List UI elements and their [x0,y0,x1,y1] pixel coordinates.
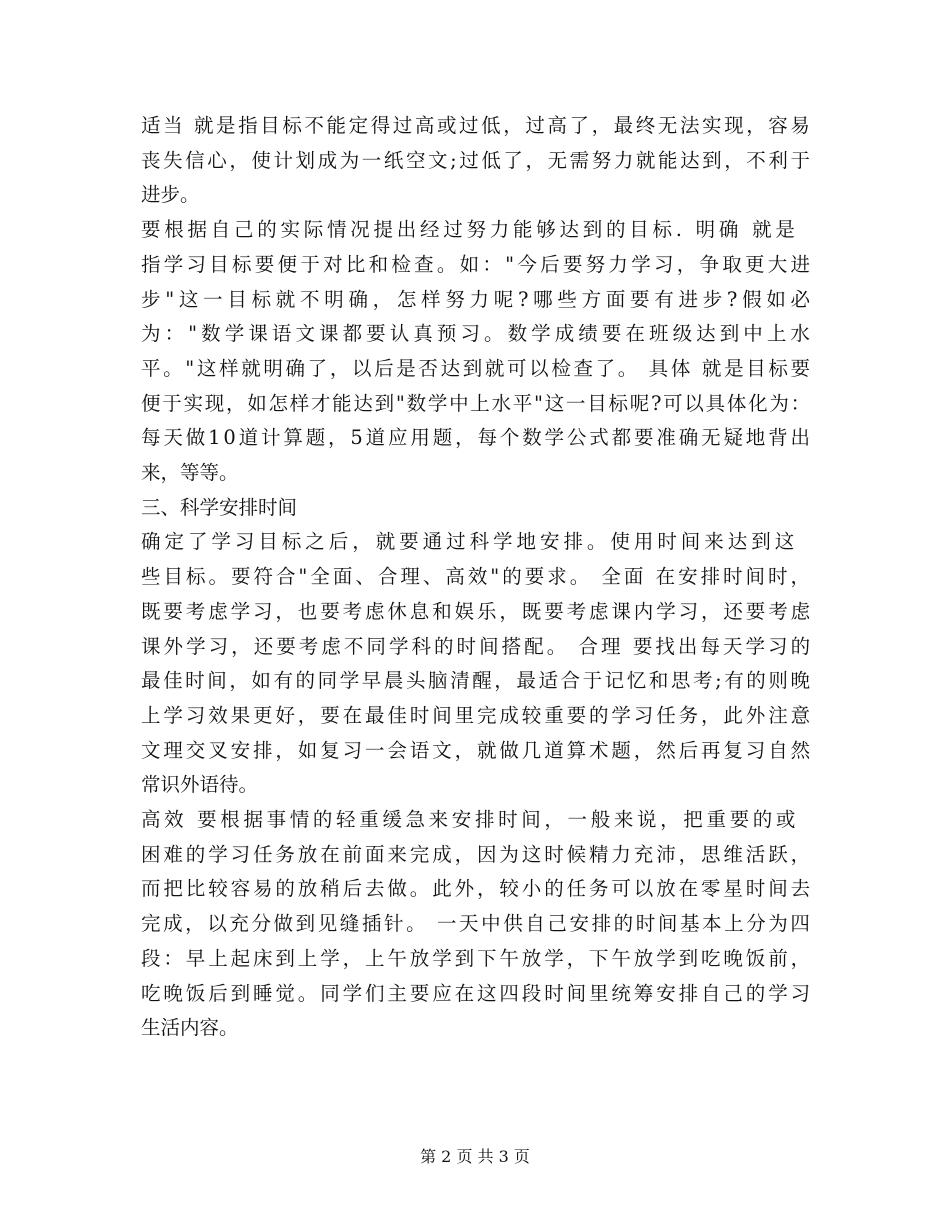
text-line: 每天做10道计算题，5道应用题，每个数学公式都要准确无疑地背出 [141,426,813,450]
text-line: 为："数学课语文课都要认真预习。数学成绩要在班级达到中上水 [141,322,814,346]
text-line: 既要考虑学习，也要考虑休息和娱乐，既要考虑课内学习，还要考虑 [141,599,814,623]
text-line: 来，等等。 [141,461,239,484]
text-line: 上学习效果更好，要在最佳时间里完成较重要的学习任务，此外注意 [141,703,814,727]
text-line: 而把比较容易的放稍后去做。此外，较小的任务可以放在零星时间去 [141,877,814,901]
text-line: 步"这一目标就不明确，怎样努力呢?哪些方面要有进步?假如必 [141,287,815,311]
text-line: 平。"这样就明确了，以后是否达到就可以检查了。 具体 就是目标要 [141,356,813,380]
text-line: 最佳时间，如有的同学早晨头脑清醒，最适合于记忆和思考;有的则晚 [141,669,813,693]
text-line: 丧失信心，使计划成为一纸空文;过低了，无需努力就能达到，不利于 [141,148,813,172]
text-line: 高效 要根据事情的轻重缓急来安排时间，一般来说，把重要的或 [141,808,800,831]
text-line: 课外学习，还要考虑不同学科的时间搭配。 合理 要找出每天学习的 [141,634,814,658]
text-line: 常识外语待。 [141,773,259,797]
text-line: 文理交叉安排，如复习一会语文，就做几道算术题，然后再复习自然 [141,738,814,762]
text-line: 便于实现，如怎样才能达到"数学中上水平"这一目标呢?可以具体化为： [141,391,812,415]
text-line: 完成，以充分做到见缝插针。 一天中供自己安排的时间基本上分为四 [141,912,813,936]
text-line: 困难的学习任务放在前面来完成，因为这时候精力充沛，思维活跃， [141,842,814,866]
page-footer: 第 2 页 共 3 页 [420,1147,530,1166]
text-line: 进步。 [141,183,200,207]
text-line: 适当 就是指目标不能定得过高或过低，过高了，最终无法实现，容易 [141,114,813,137]
text-line: 要根据自己的实际情况提出经过努力能够达到的目标. 明确 就是 [141,218,799,242]
text-line: 三、科学安排时间 [141,495,298,519]
text-line: 确定了学习目标之后，就要通过科学地安排。使用时间来达到这 [141,530,799,554]
text-line: 生活内容。 [141,1016,239,1040]
text-line: 段：早上起床到上学，上午放学到下午放学，下午放学到吃晚饭前， [141,946,814,970]
text-line: 些目标。要符合"全面、合理、高效"的要求。 全面 在安排时间时， [141,565,814,589]
text-line: 吃晚饭后到睡觉。同学们主要应在这四段时间里统筹安排自己的学习 [141,981,814,1005]
text-line: 指学习目标要便于对比和检查。如："今后要努力学习，争取更大进 [141,252,814,276]
